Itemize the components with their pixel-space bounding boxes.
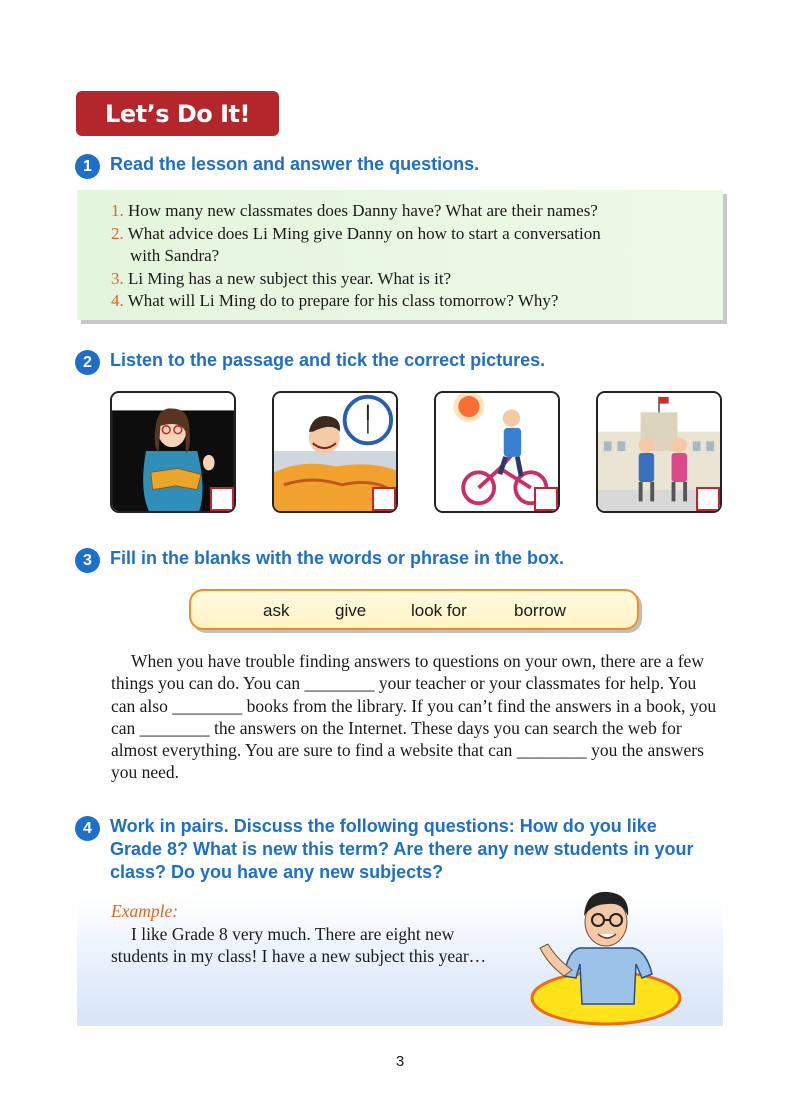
section-3-heading (75, 547, 670, 573)
page-number: 3 (395, 1053, 405, 1070)
section-number: 2 (75, 350, 100, 375)
section-number: 4 (75, 816, 100, 841)
boy-waving-illustration (528, 878, 688, 1026)
example-label: Example: (111, 901, 179, 921)
section-title: Work in pairs. Discuss the following questions: How do you like Grade 8? What is new this term? Are there any new students in your class? Do you have any new subjects? (110, 816, 694, 882)
word-option: borrow (514, 601, 566, 620)
picture-boys-at-school (596, 391, 722, 513)
word-option: ask (263, 601, 290, 620)
question-item (111, 290, 723, 313)
example-text: I like Grade 8 very much. There are eight new students in my class! I have a new subject this year… (111, 924, 487, 967)
question-item (111, 200, 723, 223)
question-text: Li Ming has a new subject this year. What is it? (128, 268, 452, 288)
question-item (111, 223, 723, 268)
section-title: Fill in the blanks with the words or phrase in the box. (110, 548, 565, 568)
section-1-heading (75, 153, 650, 179)
question-text: How many new classmates does Danny have? What are their names? (128, 201, 598, 220)
picture-boy-waking-up (272, 391, 398, 513)
tick-box[interactable] (372, 487, 396, 511)
section-4-heading (75, 815, 710, 884)
word-option: look for (411, 601, 467, 620)
question-text: What advice does Li Ming give Danny on how to start a conversation (127, 223, 601, 243)
question-item (111, 268, 723, 291)
lets-do-it-banner: Let’s Do It! (76, 91, 279, 136)
picture-boy-cycling (434, 391, 560, 513)
questions-box (77, 190, 723, 320)
section-title: Listen to the passage and tick the correct pictures. (110, 350, 546, 370)
question-text: What will Li Ming do to prepare for his class tomorrow? Why? (127, 291, 559, 310)
word-option: give (335, 601, 367, 620)
fill-in-passage: When you have trouble finding answers to questions on your own, there are a few things you can do. You can ________ your teacher or your classmates for help. You can also ________ books from the library. If you can’t find the answers in a book, you can ________ the answers on the Internet. These days you can search the web for almost everything. You are sure to find a website that can ________ you the answers you need. (111, 651, 717, 783)
section-2-heading (75, 349, 670, 375)
word-box (189, 589, 639, 630)
section-number: 3 (75, 548, 100, 573)
question-number: 2. (111, 223, 124, 243)
question-number: 4. (111, 291, 124, 310)
tick-box[interactable] (210, 487, 234, 511)
tick-box[interactable] (696, 487, 720, 511)
tick-box[interactable] (534, 487, 558, 511)
question-text-continued: with Sandra? (130, 246, 220, 265)
question-number: 3. (111, 268, 124, 288)
section-number: 1 (75, 154, 100, 179)
picture-teacher-reading (110, 391, 236, 513)
question-number: 1. (111, 201, 124, 220)
section-title: Read the lesson and answer the questions. (110, 154, 480, 174)
